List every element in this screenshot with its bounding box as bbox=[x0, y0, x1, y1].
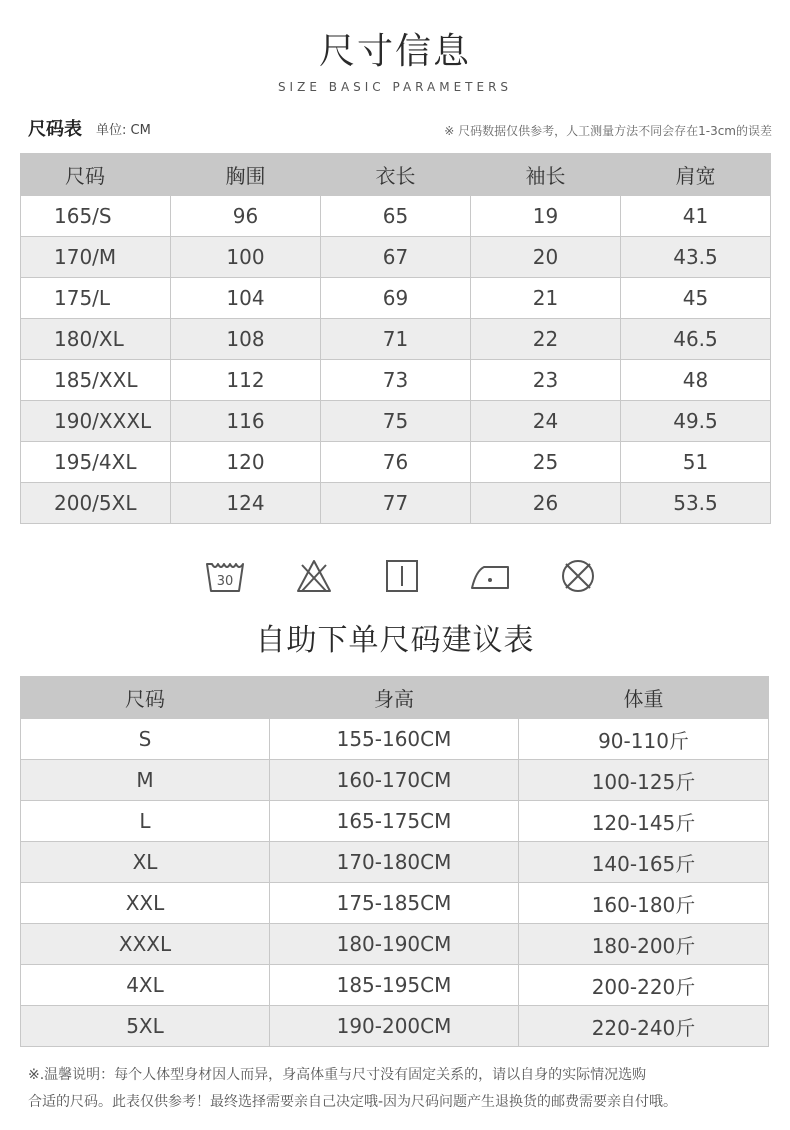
table-cell: 120-145斤 bbox=[519, 801, 769, 842]
size-chart-note: ※ 尺码数据仅供参考，人工测量方法不同会存在1-3cm的误差 bbox=[444, 124, 772, 138]
column-header: 衣长 bbox=[321, 154, 471, 196]
table-row bbox=[21, 196, 771, 237]
table-cell: 77 bbox=[321, 483, 471, 524]
table-row bbox=[21, 360, 771, 401]
table-cell: 140-165斤 bbox=[519, 842, 769, 883]
table-cell: XL bbox=[21, 842, 270, 883]
table-cell: 43.5 bbox=[621, 237, 771, 278]
table-header-row bbox=[21, 677, 769, 719]
table-cell: 165/S bbox=[21, 196, 171, 237]
hang-dry-icon bbox=[380, 555, 424, 599]
column-header: 尺码 bbox=[21, 677, 270, 719]
care-icons bbox=[0, 555, 790, 599]
table-cell: 165-175CM bbox=[270, 801, 519, 842]
table-cell: 175/L bbox=[21, 278, 171, 319]
column-header: 尺码 bbox=[21, 154, 171, 196]
column-header: 袖长 bbox=[471, 154, 621, 196]
table-cell: 108 bbox=[171, 319, 321, 360]
table-cell: 200/5XL bbox=[21, 483, 171, 524]
table-cell: 180-200斤 bbox=[519, 924, 769, 965]
table-cell: 100 bbox=[171, 237, 321, 278]
table-cell: M bbox=[21, 760, 270, 801]
column-header: 胸围 bbox=[171, 154, 321, 196]
table-row bbox=[21, 883, 769, 924]
size-chart-title: 尺码表 bbox=[28, 119, 82, 140]
table-cell: 160-170CM bbox=[270, 760, 519, 801]
table-cell: 76 bbox=[321, 442, 471, 483]
table-cell: 170/M bbox=[21, 237, 171, 278]
table-cell: 190/XXXL bbox=[21, 401, 171, 442]
column-header: 身高 bbox=[270, 677, 519, 719]
table-cell: 51 bbox=[621, 442, 771, 483]
table-cell: 185-195CM bbox=[270, 965, 519, 1006]
no-bleach-icon bbox=[292, 555, 336, 599]
size-chart-caption bbox=[28, 119, 772, 141]
table-cell: 45 bbox=[621, 278, 771, 319]
table-cell: 22 bbox=[471, 319, 621, 360]
table-cell: 100-125斤 bbox=[519, 760, 769, 801]
table-cell: 96 bbox=[171, 196, 321, 237]
table-cell: 195/4XL bbox=[21, 442, 171, 483]
no-dry-clean-icon bbox=[556, 555, 600, 599]
column-header: 体重 bbox=[519, 677, 769, 719]
table-cell: 220-240斤 bbox=[519, 1006, 769, 1047]
recommendation-table bbox=[20, 676, 769, 1047]
table-header-row bbox=[21, 154, 771, 196]
table-row bbox=[21, 965, 769, 1006]
table-cell: 155-160CM bbox=[270, 719, 519, 760]
table-cell: L bbox=[21, 801, 270, 842]
table-cell: 124 bbox=[171, 483, 321, 524]
table-cell: 71 bbox=[321, 319, 471, 360]
table-cell: 19 bbox=[471, 196, 621, 237]
table-cell: 21 bbox=[471, 278, 621, 319]
table-cell: 26 bbox=[471, 483, 621, 524]
page-subtitle: SIZE BASIC PARAMETERS bbox=[277, 80, 513, 94]
table-cell: 48 bbox=[621, 360, 771, 401]
table-cell: 53.5 bbox=[621, 483, 771, 524]
table-row bbox=[21, 401, 771, 442]
table-row bbox=[21, 442, 771, 483]
table-cell: 104 bbox=[171, 278, 321, 319]
table-cell: 200-220斤 bbox=[519, 965, 769, 1006]
recommendation-title: 自助下单尺码建议表 bbox=[255, 623, 535, 658]
footnote-line: ※.温馨说明：每个人体型身材因人而异，身高体重与尺寸没有固定关系的，请以自身的实际情况选购 bbox=[28, 1067, 647, 1083]
table-cell: 4XL bbox=[21, 965, 270, 1006]
table-cell: 5XL bbox=[21, 1006, 270, 1047]
table-row bbox=[21, 483, 771, 524]
table-cell: 112 bbox=[171, 360, 321, 401]
table-cell: 46.5 bbox=[621, 319, 771, 360]
table-cell: 41 bbox=[621, 196, 771, 237]
wash-temperature: 30 bbox=[216, 574, 234, 589]
table-cell: 20 bbox=[471, 237, 621, 278]
table-cell: 116 bbox=[171, 401, 321, 442]
table-cell: 69 bbox=[321, 278, 471, 319]
table-cell: 175-185CM bbox=[270, 883, 519, 924]
table-row bbox=[21, 278, 771, 319]
table-cell: 160-180斤 bbox=[519, 883, 769, 924]
table-row bbox=[21, 237, 771, 278]
table-cell: 65 bbox=[321, 196, 471, 237]
table-cell: 190-200CM bbox=[270, 1006, 519, 1047]
table-cell: 73 bbox=[321, 360, 471, 401]
column-header: 肩宽 bbox=[621, 154, 771, 196]
table-cell: 180/XL bbox=[21, 319, 171, 360]
table-row bbox=[21, 760, 769, 801]
table-row bbox=[21, 842, 769, 883]
table-cell: 23 bbox=[471, 360, 621, 401]
table-cell: 25 bbox=[471, 442, 621, 483]
footnote bbox=[28, 1062, 778, 1116]
size-table bbox=[20, 153, 771, 524]
table-cell: 180-190CM bbox=[270, 924, 519, 965]
table-cell: 49.5 bbox=[621, 401, 771, 442]
iron-low-icon bbox=[468, 555, 512, 599]
table-cell: XXXL bbox=[21, 924, 270, 965]
table-cell: 90-110斤 bbox=[519, 719, 769, 760]
size-chart-unit: 单位: CM bbox=[96, 123, 151, 138]
wash-30-icon bbox=[203, 555, 247, 599]
table-cell: 185/XXL bbox=[21, 360, 171, 401]
table-cell: 24 bbox=[471, 401, 621, 442]
table-cell: 170-180CM bbox=[270, 842, 519, 883]
table-cell: XXL bbox=[21, 883, 270, 924]
table-cell: 120 bbox=[171, 442, 321, 483]
table-cell: 67 bbox=[321, 237, 471, 278]
table-row bbox=[21, 719, 769, 760]
footnote-line: 合适的尺码。此表仅供参考！最终选择需要亲自己决定哦-因为尺码问题产生退换货的邮费需要亲自付哦。 bbox=[28, 1094, 678, 1110]
table-row bbox=[21, 1006, 769, 1047]
table-row bbox=[21, 801, 769, 842]
table-cell: 75 bbox=[321, 401, 471, 442]
page-title: 尺寸信息 bbox=[318, 31, 471, 72]
table-cell: S bbox=[21, 719, 270, 760]
table-row bbox=[21, 319, 771, 360]
table-row bbox=[21, 924, 769, 965]
